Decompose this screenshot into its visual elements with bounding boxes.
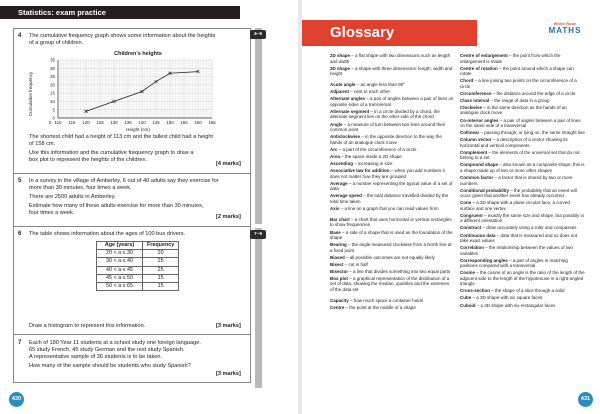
- glossary-term: Cube: [460, 295, 472, 301]
- difficulty-badge-4-6: 4–6: [250, 30, 266, 39]
- glossary-entry: [460, 295, 585, 301]
- question-6-intro: The table shows information about the ages of 100 bus drivers.: [29, 231, 186, 237]
- glossary-definition: – the cosine of an angle is the ratio of the length of the adjacent side to the length of the hypotenuse in a right-angled triangle: [460, 270, 585, 287]
- glossary-term: Centre: [330, 305, 345, 311]
- glossary-term: Congruent: [460, 212, 483, 218]
- x-tick-label: 135: [124, 120, 132, 125]
- frequency-cell: 15: [143, 282, 179, 290]
- glossary-entry: [330, 230, 454, 241]
- glossary-definition: – passing through, or lying on, the same straight line: [479, 130, 585, 136]
- question-7-text: Each of 180 Year 11 students at a school study one foreign language. 65 study French, 45 study German and the rest study Spanish. A representative sample of 36 students is to be taken. How many of the sample should be students who study Spanish?: [29, 340, 201, 369]
- glossary-entry: [330, 206, 454, 212]
- difficulty-badge-7-9: 7–9: [250, 230, 266, 239]
- glossary-definition: – the total distance travelled divided by the total time taken: [330, 193, 449, 204]
- glossary-definition: – a description of a vector showing its horizontal and vertical components: [460, 137, 568, 148]
- question-6-marks: [3 marks]: [216, 323, 241, 329]
- glossary-definition: – the point at the middle of a shape: [344, 305, 416, 311]
- glossary-term: Co-interior angles: [460, 117, 499, 123]
- glossary-entry: [460, 200, 585, 211]
- age-cell: 45 < a ≤ 50: [97, 274, 143, 282]
- x-tick-label: 155: [180, 120, 188, 125]
- glossary-term: Acute angle: [330, 82, 356, 88]
- glossary-definition: – the elements of the universal set that do not belong to a set: [460, 149, 580, 161]
- glossary-entry: [460, 175, 585, 186]
- glossary-entry: [460, 245, 585, 256]
- page-number-right: 431: [578, 392, 593, 407]
- glossary-column-1: [330, 53, 454, 312]
- y-axis-label: Cumulative frequency: [28, 71, 33, 117]
- difficulty-bar-7-9: [255, 228, 262, 388]
- glossary-term: Anticlockwise: [330, 134, 361, 140]
- glossary-entry: [460, 225, 585, 231]
- glossary-definition: – a 3D shape with six rectangular faces: [475, 302, 556, 308]
- glossary-term: Chord: [460, 78, 474, 84]
- x-tick-label: 150: [166, 120, 174, 125]
- table-header-row: [97, 242, 179, 250]
- glossary-definition: – next to each other: [349, 89, 391, 95]
- table-row: [97, 282, 179, 290]
- glossary-definition: – a pair of angles between a pair of lines on opposite sides of a transversal: [330, 96, 454, 107]
- glossary-term: Continuous data: [460, 232, 496, 238]
- x-tick-label: 160: [194, 120, 202, 125]
- glossary-term: Centre of enlargement: [460, 53, 508, 58]
- glossary-entry: [460, 53, 585, 64]
- right-page: [302, 0, 600, 414]
- glossary-entry: [330, 66, 454, 77]
- question-4-marks: [4 marks]: [216, 161, 241, 167]
- glossary-definition: – a pair of angles between a pair of lines on the same side of a transversal: [460, 117, 581, 129]
- glossary-term: Capacity: [330, 298, 349, 304]
- glossary-definition: – a part of the circumference of a circle: [337, 146, 417, 152]
- glossary-entry: [460, 213, 585, 224]
- y-tick-label: 20: [50, 82, 55, 88]
- glossary-definition: – a shape with three dimensions: length, width and height: [330, 65, 453, 77]
- x-tick-label: 130: [110, 120, 118, 125]
- glossary-definition: – all possible outcomes are not equally likely: [344, 254, 435, 260]
- question-divider: [13, 334, 251, 335]
- glossary-term: Centre of rotation: [460, 65, 498, 71]
- glossary-term: Conditional probability: [460, 187, 509, 193]
- question-divider: [13, 173, 251, 174]
- glossary-term: Alternate segment: [330, 108, 370, 114]
- glossary-definition: – a pair of angles in matching positions compared with a transversal: [460, 257, 568, 269]
- glossary-term: Clockwise: [460, 104, 483, 110]
- glossary-term: Cosine: [460, 270, 476, 276]
- glossary-entry: [460, 66, 585, 77]
- glossary-term: Area: [330, 153, 341, 159]
- glossary-entry: [330, 255, 454, 261]
- glossary-definition: – the point around which a shape can rotate: [460, 65, 574, 77]
- section-header: Statistics: exam practice: [0, 6, 240, 19]
- glossary-definition: – the shape of a slice through a solid: [490, 288, 565, 294]
- x-tick-label: 125: [96, 120, 104, 125]
- glossary-term: Ascending: [330, 160, 354, 166]
- glossary-entry: [460, 118, 585, 129]
- glossary-definition: – the space inside a 2D shape: [340, 153, 402, 159]
- glossary-definition: – a side of a shape that is used as the foundation of the shape: [330, 229, 453, 240]
- glossary-entry: [460, 98, 585, 104]
- glossary-term: Base: [330, 229, 341, 235]
- glossary-entry: [460, 270, 585, 287]
- glossary-entry: [330, 305, 454, 311]
- glossary-entry: [330, 262, 454, 268]
- glossary-term: Arc: [330, 146, 338, 152]
- glossary-entry: [330, 161, 454, 167]
- y-tick-label: 15: [50, 90, 55, 96]
- glossary-definition: – a measure of turn between two lines around their common point: [330, 121, 446, 133]
- glossary-term: Biased: [330, 254, 345, 260]
- question-7-marks: [3 marks]: [216, 371, 241, 377]
- glossary-entry: [460, 188, 585, 199]
- glossary-entry: [460, 233, 585, 244]
- glossary-term: Angle: [330, 121, 343, 127]
- y-tick-label: 10: [50, 99, 55, 105]
- glossary-definition: – the probability that an event will occur given that another event has already occurred: [460, 187, 577, 199]
- question-6-number: 6: [18, 231, 22, 237]
- glossary-term: 3D shape: [330, 65, 351, 71]
- table-row: [97, 266, 179, 274]
- x-origin-label: 0: [48, 120, 52, 125]
- y-tick-label: 5: [52, 107, 55, 113]
- logo-top-text: White Rose: [553, 22, 577, 26]
- glossary-entry: [330, 82, 454, 88]
- glossary-term: Cone: [460, 200, 472, 206]
- glossary-entry: [330, 96, 454, 107]
- question-5-text: In a survey in the village of Amberley, 6 out of 40 adults say they exercise for more than 30 minutes, four times a week. There are 2500 adults in Amberley. Estimate how many of these adults exercise for more than 30 minutes, four times a week.: [29, 178, 219, 216]
- glossary-column-2: [460, 53, 585, 310]
- glossary-term: Corresponding angles: [460, 257, 508, 263]
- glossary-term: Cross-section: [460, 288, 491, 294]
- glossary-term: Cuboid: [460, 302, 476, 308]
- glossary-definition: – an angle less than 90°: [355, 82, 406, 88]
- x-tick-label: 120: [82, 120, 90, 125]
- x-tick-label: 140: [138, 120, 146, 125]
- table-row: [97, 250, 179, 258]
- y-tick-label: 30: [50, 65, 55, 71]
- y-tick-label: 35: [50, 57, 55, 63]
- logo-main-text: MATHS: [548, 26, 582, 35]
- glossary-term: Common factor: [460, 175, 494, 181]
- glossary-term: Average: [330, 180, 348, 186]
- glossary-entry: [330, 89, 454, 95]
- glossary-term: Adjacent: [330, 89, 350, 95]
- age-cell: 20 < a ≤ 30: [97, 250, 143, 258]
- glossary-definition: – a line on a graph that you can read values from: [339, 205, 439, 211]
- table-row: [97, 274, 179, 282]
- glossary-term: Compound shape: [460, 162, 498, 168]
- table-row: [97, 258, 179, 266]
- glossary-term: Box plot: [330, 275, 348, 281]
- glossary-definition: – a factor that is shared by two or more numbers: [460, 175, 573, 186]
- glossary-definition: – a flat shape with two dimensions such as length and width: [330, 53, 451, 64]
- difficulty-bar-4-6: [255, 28, 262, 224]
- glossary-definition: – the range of data in a group: [489, 97, 550, 103]
- glossary-definition: – also known as a composite shape, this is a shape made up of two or more other shapes: [460, 162, 585, 173]
- glossary-entry: [460, 105, 585, 116]
- glossary-definition: – in the same direction as the hands of an analogue clock move: [460, 104, 567, 116]
- question-5-number: 5: [18, 178, 22, 184]
- glossary-definition: – the point from which the enlargement is made: [460, 53, 561, 64]
- glossary-entry: [330, 181, 454, 192]
- question-7-number: 7: [18, 340, 22, 346]
- table-header-frequency: Frequency: [143, 242, 179, 250]
- glossary-term: Class interval: [460, 97, 490, 103]
- glossary-term: Correlation: [460, 245, 485, 251]
- frequency-cell: 15: [143, 274, 179, 282]
- frequency-cell: 25: [143, 266, 179, 274]
- glossary-entry: [460, 130, 585, 136]
- x-tick-label: 110: [54, 120, 62, 125]
- y-tick-label: 0: [52, 115, 55, 121]
- glossary-term: Construct: [460, 225, 482, 231]
- chart-title: Children's heights: [114, 51, 162, 57]
- glossary-entry: [460, 288, 585, 294]
- glossary-entry: [330, 193, 454, 204]
- glossary-definition: – a 3D shape with six square faces: [471, 295, 543, 301]
- frequency-cell: 25: [143, 258, 179, 266]
- glossary-term: Circumference: [460, 90, 492, 96]
- glossary-definition: – data that is measured and so does not take exact values: [460, 232, 578, 243]
- glossary-entry: [330, 298, 454, 304]
- glossary-definition: – the angle measured clockwise from a North line at a fixed point: [330, 242, 452, 253]
- glossary-definition: – in a circle divided by a chord, the alternate segment lies on the other side of the chord: [330, 108, 440, 120]
- glossary-term: Bearing: [330, 242, 347, 248]
- age-cell: 40 < a ≤ 45: [97, 266, 143, 274]
- glossary-title: Glossary: [302, 20, 477, 46]
- glossary-entry: [460, 150, 585, 161]
- x-tick-label: 165: [208, 120, 216, 125]
- question-6-prompt: Draw a histogram to represent this information.: [29, 323, 146, 329]
- glossary-entry: [330, 276, 454, 293]
- glossary-entry: [330, 269, 454, 275]
- question-4-intro: The cumulative frequency graph shows some information about the heights of a group of children.: [29, 33, 216, 46]
- glossary-entry: [460, 162, 585, 173]
- glossary-definition: – a number representing the typical value of a set of data: [330, 180, 453, 192]
- age-frequency-table: [96, 241, 179, 291]
- left-page: [0, 0, 298, 414]
- glossary-entry: [460, 91, 585, 97]
- question-4-body: The shortest child had a height of 113 cm and the tallest child had a height of 158 cm. Use this information and the cumulative frequency graph to draw a box plot to represent the heights of the children.: [29, 134, 213, 163]
- glossary-definition: – a chart that uses horizontal or vertical rectangles to show frequencies: [330, 216, 452, 228]
- glossary-entry: [460, 78, 585, 89]
- glossary-entry: [330, 122, 454, 133]
- glossary-definition: – increasing in size: [353, 160, 393, 166]
- glossary-entry: [460, 137, 585, 148]
- glossary-term: Column vector: [460, 137, 492, 143]
- glossary-term: Associative law for addition: [330, 168, 390, 174]
- glossary-entry: [330, 154, 454, 160]
- glossary-definition: – the relationship between the values of two variables: [460, 245, 573, 256]
- glossary-definition: – a graphical representation of the distribution of a set of data, showing the median, quartiles and the extremes of the data set: [330, 275, 450, 292]
- glossary-definition: – a 3D shape with a plane circular face, a curved surface and one vertex: [460, 200, 570, 211]
- glossary-term: Axis: [330, 205, 340, 211]
- y-tick-label: 25: [50, 74, 55, 80]
- frequency-cell: 20: [143, 250, 179, 258]
- age-cell: 50 < a ≤ 65: [97, 282, 143, 290]
- x-tick-label: 115: [68, 120, 76, 125]
- glossary-definition: – exactly the same size and shape, but possibly in a different orientation: [460, 212, 585, 224]
- table-header-age: Age (years): [97, 242, 143, 250]
- glossary-entry: [330, 168, 454, 179]
- question-5-marks: [2 marks]: [216, 214, 241, 220]
- glossary-entry: [460, 258, 585, 269]
- x-axis-label: Height (cm): [126, 127, 150, 132]
- glossary-entry: [330, 217, 454, 228]
- glossary-definition: – cut in half: [343, 261, 368, 267]
- glossary-definition: – a line joining two points on the circumference of a circle: [460, 78, 577, 89]
- age-cell: 30 < a ≤ 40: [97, 258, 143, 266]
- glossary-entry: [330, 109, 454, 120]
- glossary-term: Bar chart: [330, 216, 350, 222]
- page-number-left: 430: [9, 392, 24, 407]
- glossary-entry: [330, 53, 454, 64]
- glossary-entry: [330, 147, 454, 153]
- question-divider: [13, 226, 251, 227]
- glossary-term: Alternate angles: [330, 96, 366, 102]
- glossary-definition: – in the opposite direction to the way the hands of an analogue clock move: [330, 134, 442, 145]
- glossary-entry: [330, 242, 454, 253]
- glossary-term: 2D shape: [330, 53, 351, 58]
- cumulative-frequency-graph: [28, 48, 218, 133]
- x-tick-label: 145: [152, 120, 160, 125]
- glossary-entry: [330, 134, 454, 145]
- glossary-term: Bisect: [330, 261, 344, 267]
- glossary-definition: – the distance around the edge of a circle: [491, 90, 576, 96]
- glossary-definition: – draw accurately using a ruler and compasses: [481, 225, 577, 231]
- glossary-term: Bisector: [330, 268, 349, 274]
- glossary-term: Complement: [460, 149, 488, 155]
- glossary-term: Average speed: [330, 193, 362, 199]
- question-4-number: 4: [18, 33, 22, 39]
- chart-grid: [58, 60, 212, 118]
- glossary-definition: – a line that divides something into two equal parts: [348, 268, 451, 274]
- white-rose-maths-logo: [542, 22, 588, 35]
- glossary-entry: [460, 303, 585, 309]
- glossary-definition: – how much space a container holds: [348, 298, 424, 304]
- glossary-term: Collinear: [460, 130, 480, 136]
- glossary-definition: – when you add numbers it does not matter how they are grouped: [330, 168, 445, 179]
